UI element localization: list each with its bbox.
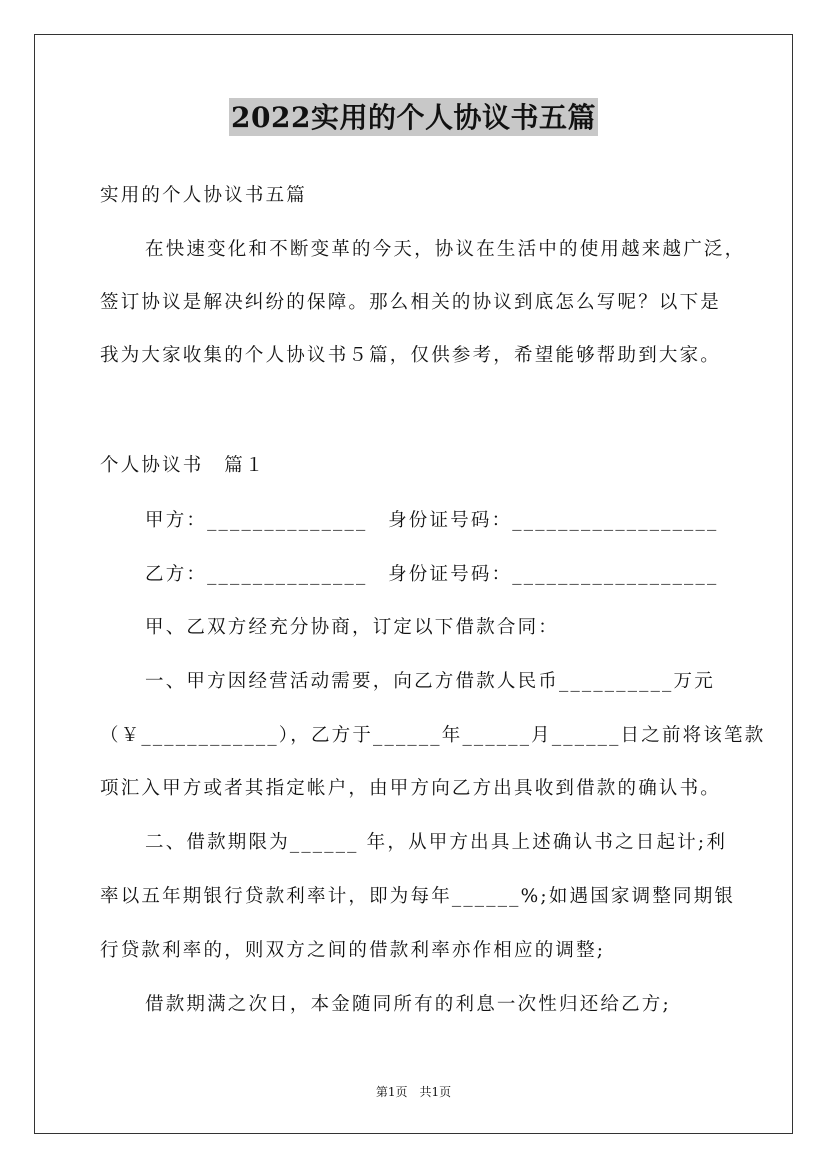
page-footer: 第1页 共1页 [375,1085,452,1099]
intro-line-2: 签订协议是解决纠纷的保障。那么相关的协议到底怎么写呢？以下是 [100,292,722,313]
clause-3-line: 借款期满之次日，本金随同所有的利息一次性归还给乙方; [145,994,671,1015]
party-a-line: 甲方：______________ 身份证号码：__________________ [145,510,719,531]
clause-2-line-3: 行贷款利率的，则双方之间的借款利率亦作相应的调整; [100,940,606,961]
intro-line-1: 在快速变化和不断变革的今天，协议在生活中的使用越来越广泛， [145,239,746,260]
intro-line-3: 我为大家收集的个人协议书５篇，仅供参考，希望能够帮助到大家。 [100,345,722,366]
document-title-wrapper [0,98,827,136]
clause-1-line-2: （￥____________），乙方于______年______月______日之前将该笔款 [100,725,766,746]
clause-1-line-1: 一、甲方因经营活动需要，向乙方借款人民币__________万元 [145,671,715,692]
agreement-intro: 甲、乙双方经充分协商，订定以下借款合同： [145,617,560,638]
clause-2-line-2: 率以五年期银行贷款利率计，即为每年______%;如遇国家调整同期银 [100,886,736,907]
party-b-line: 乙方：______________ 身份证号码：__________________ [145,564,719,585]
document-subtitle: 实用的个人协议书五篇 [100,185,308,206]
clause-1-line-3: 项汇入甲方或者其指定帐户，由甲方向乙方出具收到借款的确认书。 [100,778,722,799]
section-heading: 个人协议书 篇１ [100,455,266,476]
document-title: 2022实用的个人协议书五篇 [229,98,598,136]
clause-2-line-1: 二、借款期限为______ 年，从甲方出具上述确认书之日起计;利 [145,832,728,853]
